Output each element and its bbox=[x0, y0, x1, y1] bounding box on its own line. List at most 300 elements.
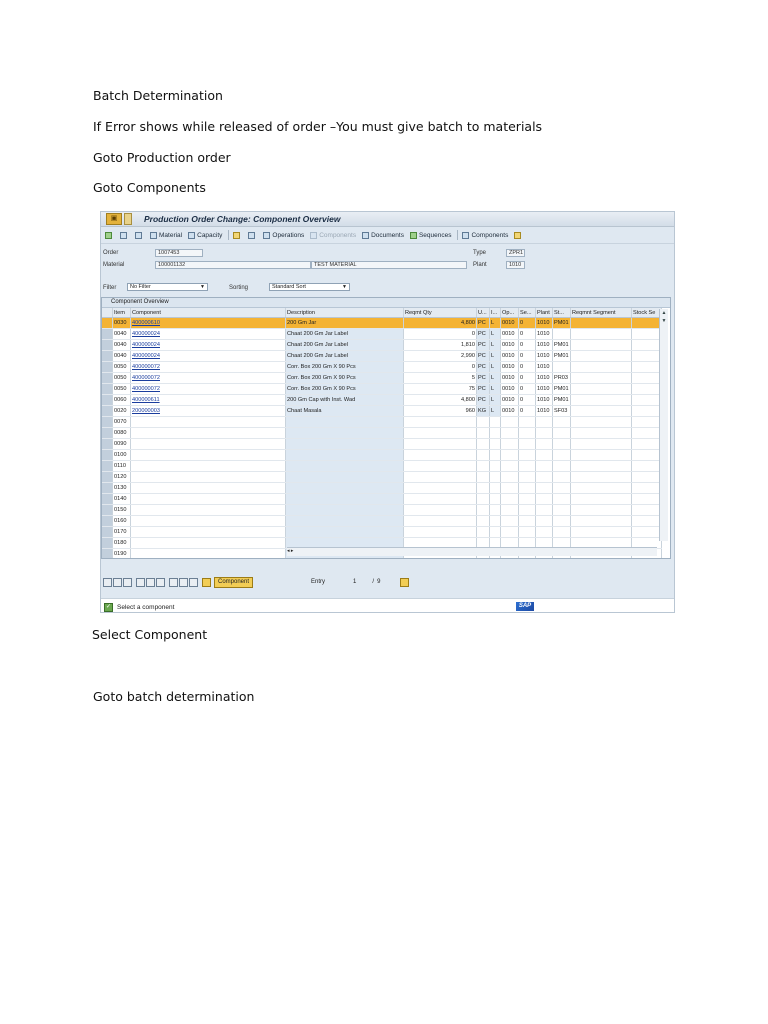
cell-item-category[interactable] bbox=[490, 505, 501, 516]
row-selector[interactable] bbox=[102, 461, 113, 472]
cell-storage-loc[interactable] bbox=[553, 516, 571, 527]
components-button-label: Components bbox=[471, 231, 509, 239]
sequences-button[interactable] bbox=[410, 232, 452, 239]
cell-operation: 0010 bbox=[501, 395, 519, 406]
cell-reqmt-qty[interactable] bbox=[404, 417, 477, 428]
cell-item-category[interactable] bbox=[490, 461, 501, 472]
cell-operation[interactable] bbox=[501, 505, 519, 516]
cell-storage-loc[interactable] bbox=[553, 505, 571, 516]
col-header-sequence[interactable]: Se... bbox=[519, 308, 536, 318]
table-row[interactable] bbox=[102, 406, 662, 417]
cell-item-category: L bbox=[490, 373, 501, 384]
select-all-cell[interactable] bbox=[102, 308, 113, 318]
cell-reqmnt-segment[interactable] bbox=[571, 527, 632, 538]
sap-logo: SAP bbox=[516, 602, 534, 611]
cell-reqmnt-segment[interactable] bbox=[571, 505, 632, 516]
cell-reqmnt-segment[interactable] bbox=[571, 428, 632, 439]
entry-value: 1 bbox=[353, 579, 357, 585]
component-overview-grid bbox=[101, 297, 671, 559]
type-label: Type bbox=[473, 250, 487, 256]
cell-component[interactable]: 400000611 bbox=[131, 395, 286, 406]
cell-sequence: 0 bbox=[519, 395, 536, 406]
table-row[interactable] bbox=[102, 450, 662, 461]
cell-item[interactable]: 0080 bbox=[113, 428, 131, 439]
cell-reqmt-qty: 2,990 bbox=[404, 351, 477, 362]
cell-plant[interactable] bbox=[536, 516, 553, 527]
row-selector[interactable] bbox=[102, 362, 113, 373]
col-header-reqmt-qty[interactable]: Reqmt Qty bbox=[404, 308, 477, 318]
order-field[interactable]: 1007453 bbox=[155, 249, 203, 257]
cell-storage-loc[interactable] bbox=[553, 461, 571, 472]
cell-plant[interactable] bbox=[536, 494, 553, 505]
cell-component[interactable] bbox=[131, 516, 286, 527]
cell-storage-loc[interactable] bbox=[553, 483, 571, 494]
row-selector[interactable] bbox=[102, 351, 113, 362]
cell-sequence[interactable] bbox=[519, 417, 536, 428]
cell-item[interactable]: 0150 bbox=[113, 505, 131, 516]
cell-description[interactable] bbox=[286, 428, 404, 439]
table-row[interactable] bbox=[102, 384, 662, 395]
row-selector[interactable] bbox=[102, 428, 113, 439]
cell-sequence[interactable] bbox=[519, 505, 536, 516]
cell-item-category: L bbox=[490, 395, 501, 406]
cell-operation[interactable] bbox=[501, 428, 519, 439]
cell-sequence[interactable] bbox=[519, 428, 536, 439]
cell-item-category[interactable] bbox=[490, 450, 501, 461]
col-header-stock-segment[interactable]: Stock Se bbox=[632, 308, 662, 318]
col-header-item-category[interactable]: I... bbox=[490, 308, 501, 318]
documents-button-label: Documents bbox=[371, 231, 404, 239]
cell-sequence[interactable] bbox=[519, 461, 536, 472]
cell-storage-loc[interactable] bbox=[553, 450, 571, 461]
material-button[interactable] bbox=[150, 232, 182, 239]
col-header-item[interactable]: Item bbox=[113, 308, 131, 318]
row-selector[interactable] bbox=[102, 384, 113, 395]
cell-storage-loc[interactable] bbox=[553, 428, 571, 439]
table-row[interactable] bbox=[102, 505, 662, 516]
cell-description[interactable] bbox=[286, 439, 404, 450]
cell-stock-segment[interactable] bbox=[632, 527, 662, 538]
cell-reqmt-qty[interactable] bbox=[404, 527, 477, 538]
cell-plant[interactable] bbox=[536, 461, 553, 472]
cell-stock-segment[interactable] bbox=[632, 439, 662, 450]
cell-component[interactable]: 400000072 bbox=[131, 384, 286, 395]
cell-sequence[interactable] bbox=[519, 494, 536, 505]
cell-sequence: 0 bbox=[519, 373, 536, 384]
table-row[interactable] bbox=[102, 417, 662, 428]
row-selector[interactable] bbox=[102, 472, 113, 483]
cell-sequence[interactable] bbox=[519, 516, 536, 527]
cell-storage-loc bbox=[553, 362, 571, 373]
cell-description: Chaat 200 Gm Jar Label bbox=[286, 351, 404, 362]
cell-plant[interactable] bbox=[536, 417, 553, 428]
table-row[interactable] bbox=[102, 351, 662, 362]
cell-component[interactable]: 400000024 bbox=[131, 329, 286, 340]
status-button[interactable] bbox=[514, 232, 523, 239]
cell-reqmt-qty[interactable] bbox=[404, 428, 477, 439]
col-header-plant[interactable]: Plant bbox=[536, 308, 553, 318]
table-row[interactable] bbox=[102, 527, 662, 538]
components-disabled-label: Components bbox=[319, 231, 357, 239]
cell-component[interactable] bbox=[131, 417, 286, 428]
hierarchy-icon bbox=[233, 232, 240, 239]
horizontal-scrollbar[interactable] bbox=[287, 547, 657, 556]
cell-stock-segment[interactable] bbox=[632, 417, 662, 428]
table-row[interactable] bbox=[102, 428, 662, 439]
filter-icon[interactable] bbox=[202, 578, 211, 587]
plant-field[interactable]: 1010 bbox=[506, 261, 525, 269]
window-title: Production Order Change: Component Overview bbox=[144, 214, 341, 224]
material-field[interactable]: 100001132 bbox=[155, 261, 311, 269]
cell-component[interactable] bbox=[131, 439, 286, 450]
col-header-storage-loc[interactable]: St... bbox=[553, 308, 571, 318]
cell-item[interactable]: 0070 bbox=[113, 417, 131, 428]
cell-stock-segment[interactable] bbox=[632, 472, 662, 483]
cell-operation[interactable] bbox=[501, 439, 519, 450]
material-button-label: Material bbox=[159, 231, 183, 239]
cell-reqmt-qty[interactable] bbox=[404, 450, 477, 461]
table-row[interactable] bbox=[102, 494, 662, 505]
cell-unit[interactable] bbox=[477, 505, 490, 516]
row-selector[interactable] bbox=[102, 516, 113, 527]
cell-reqmnt-segment[interactable] bbox=[571, 450, 632, 461]
documents-button[interactable] bbox=[362, 232, 404, 239]
cell-operation[interactable] bbox=[501, 450, 519, 461]
cell-description[interactable] bbox=[286, 527, 404, 538]
cell-reqmnt-segment[interactable] bbox=[571, 461, 632, 472]
cell-item[interactable]: 0160 bbox=[113, 516, 131, 527]
cell-unit[interactable] bbox=[477, 417, 490, 428]
operations-button[interactable] bbox=[263, 232, 304, 239]
cell-stock-segment[interactable] bbox=[632, 483, 662, 494]
table-row[interactable] bbox=[102, 395, 662, 406]
cell-item-category[interactable] bbox=[490, 439, 501, 450]
table-row[interactable] bbox=[102, 472, 662, 483]
cell-unit: PC bbox=[477, 384, 490, 395]
capacity-button[interactable] bbox=[188, 232, 222, 239]
cell-plant[interactable] bbox=[536, 439, 553, 450]
cell-reqmt-qty[interactable] bbox=[404, 461, 477, 472]
cell-item-category[interactable] bbox=[490, 494, 501, 505]
cell-component[interactable]: 200000003 bbox=[131, 406, 286, 417]
cell-sequence: 0 bbox=[519, 362, 536, 373]
col-header-unit[interactable]: U... bbox=[477, 308, 490, 318]
cell-component[interactable]: 400000024 bbox=[131, 351, 286, 362]
cell-reqmnt-segment[interactable] bbox=[571, 516, 632, 527]
tree-button[interactable] bbox=[233, 232, 242, 239]
cell-operation[interactable] bbox=[501, 494, 519, 505]
details-icon[interactable] bbox=[169, 578, 178, 587]
cell-unit: PC bbox=[477, 329, 490, 340]
cell-storage-loc: PR03 bbox=[553, 373, 571, 384]
component-button[interactable] bbox=[214, 577, 253, 588]
cell-stock-segment[interactable] bbox=[632, 461, 662, 472]
cell-storage-loc: PM01 bbox=[553, 384, 571, 395]
cell-reqmnt-segment[interactable] bbox=[571, 494, 632, 505]
table-row[interactable] bbox=[102, 362, 662, 373]
cell-component[interactable] bbox=[131, 461, 286, 472]
cell-description[interactable] bbox=[286, 472, 404, 483]
row-selector[interactable] bbox=[102, 329, 113, 340]
cell-component[interactable] bbox=[131, 505, 286, 516]
cell-component[interactable] bbox=[131, 428, 286, 439]
cell-unit[interactable] bbox=[477, 461, 490, 472]
cell-plant[interactable] bbox=[536, 450, 553, 461]
cell-reqmt-qty[interactable] bbox=[404, 494, 477, 505]
cell-description[interactable] bbox=[286, 450, 404, 461]
cell-stock-segment bbox=[632, 329, 662, 340]
cell-item-category[interactable] bbox=[490, 417, 501, 428]
cell-reqmnt-segment[interactable] bbox=[571, 417, 632, 428]
cell-unit[interactable] bbox=[477, 472, 490, 483]
cell-description[interactable] bbox=[286, 516, 404, 527]
cell-item[interactable]: 0190 bbox=[113, 549, 131, 560]
table-row[interactable] bbox=[102, 439, 662, 450]
cell-component[interactable] bbox=[131, 472, 286, 483]
cell-sequence[interactable] bbox=[519, 472, 536, 483]
cell-operation[interactable] bbox=[501, 417, 519, 428]
operations-icon bbox=[263, 232, 270, 239]
cell-item-category[interactable] bbox=[490, 428, 501, 439]
cell-reqmt-qty: 5 bbox=[404, 373, 477, 384]
cell-operation[interactable] bbox=[501, 461, 519, 472]
cell-item[interactable]: 0110 bbox=[113, 461, 131, 472]
doc-text-goto-production-order: Goto Production order bbox=[93, 150, 231, 165]
cell-component[interactable] bbox=[131, 549, 286, 560]
print-button[interactable] bbox=[248, 232, 257, 239]
scroll-left-right-icon[interactable]: ◂ ▸ bbox=[287, 548, 294, 554]
cell-item-category[interactable] bbox=[490, 483, 501, 494]
cell-sequence[interactable] bbox=[519, 450, 536, 461]
cell-reqmnt-segment[interactable] bbox=[571, 439, 632, 450]
row-selector[interactable] bbox=[102, 483, 113, 494]
cell-stock-segment[interactable] bbox=[632, 450, 662, 461]
cell-reqmt-qty[interactable] bbox=[404, 505, 477, 516]
scroll-down-icon[interactable]: ▼ bbox=[661, 318, 667, 324]
cell-description[interactable] bbox=[286, 494, 404, 505]
col-header-reqmnt-segment[interactable]: Reqmnt Segment bbox=[571, 308, 632, 318]
cell-stock-segment[interactable] bbox=[632, 428, 662, 439]
cell-sequence[interactable] bbox=[519, 527, 536, 538]
cell-operation: 0010 bbox=[501, 318, 519, 329]
row-selector[interactable] bbox=[102, 395, 113, 406]
cell-item: 0050 bbox=[113, 362, 131, 373]
cell-stock-segment[interactable] bbox=[632, 516, 662, 527]
refresh-button[interactable] bbox=[120, 232, 129, 239]
cell-operation: 0010 bbox=[501, 329, 519, 340]
sap-screenshot bbox=[100, 211, 675, 613]
cell-component[interactable]: 400000072 bbox=[131, 373, 286, 384]
new-entry-icon[interactable] bbox=[136, 578, 145, 587]
row-selector[interactable] bbox=[102, 494, 113, 505]
cell-unit[interactable] bbox=[477, 450, 490, 461]
components-button[interactable] bbox=[462, 232, 508, 239]
deselect-all-icon[interactable] bbox=[123, 578, 132, 587]
col-header-operation[interactable]: Op... bbox=[501, 308, 519, 318]
col-header-description[interactable]: Description bbox=[286, 308, 404, 318]
columns-icon[interactable] bbox=[189, 578, 198, 587]
cell-plant[interactable] bbox=[536, 505, 553, 516]
scroll-up-icon[interactable]: ▲ bbox=[661, 310, 667, 316]
chevron-down-icon: ▼ bbox=[200, 284, 205, 290]
cell-component[interactable]: 400000072 bbox=[131, 362, 286, 373]
cell-description[interactable] bbox=[286, 483, 404, 494]
table-row[interactable] bbox=[102, 461, 662, 472]
cell-component[interactable]: 400000024 bbox=[131, 340, 286, 351]
row-selector[interactable] bbox=[102, 450, 113, 461]
cell-item[interactable]: 0170 bbox=[113, 527, 131, 538]
cell-reqmt-qty[interactable] bbox=[404, 483, 477, 494]
cell-stock-segment bbox=[632, 406, 662, 417]
cell-item[interactable]: 0090 bbox=[113, 439, 131, 450]
cell-plant: 1010 bbox=[536, 373, 553, 384]
cell-component[interactable]: 400000610 bbox=[131, 318, 286, 329]
cell-plant[interactable] bbox=[536, 472, 553, 483]
toolbar-separator bbox=[228, 230, 229, 240]
cell-operation: 0010 bbox=[501, 406, 519, 417]
cell-operation[interactable] bbox=[501, 527, 519, 538]
system-menu-icon[interactable]: ▣ bbox=[106, 213, 122, 225]
cell-reqmt-qty: 4,800 bbox=[404, 395, 477, 406]
table-row[interactable] bbox=[102, 373, 662, 384]
cell-description: Corr. Box 200 Gm X 90 Pcs bbox=[286, 362, 404, 373]
cell-plant[interactable] bbox=[536, 428, 553, 439]
table-row[interactable] bbox=[102, 329, 662, 340]
cell-item[interactable]: 0100 bbox=[113, 450, 131, 461]
cell-sequence[interactable] bbox=[519, 439, 536, 450]
cell-item: 0040 bbox=[113, 351, 131, 362]
cell-item-category: L bbox=[490, 318, 501, 329]
sort-icon[interactable] bbox=[179, 578, 188, 587]
cell-sequence: 0 bbox=[519, 329, 536, 340]
row-selector[interactable] bbox=[102, 406, 113, 417]
type-field[interactable]: ZPR1 bbox=[506, 249, 525, 257]
capacity-icon bbox=[188, 232, 195, 239]
cell-operation: 0010 bbox=[501, 373, 519, 384]
cell-item-category[interactable] bbox=[490, 516, 501, 527]
row-selector[interactable] bbox=[102, 549, 113, 560]
cell-storage-loc[interactable] bbox=[553, 494, 571, 505]
cell-item: 0030 bbox=[113, 318, 131, 329]
cell-plant[interactable] bbox=[536, 527, 553, 538]
table-header-row bbox=[102, 308, 662, 318]
cell-unit[interactable] bbox=[477, 494, 490, 505]
cell-item-category: L bbox=[490, 340, 501, 351]
table-row[interactable] bbox=[102, 516, 662, 527]
cell-storage-loc[interactable] bbox=[553, 472, 571, 483]
cell-reqmnt-segment[interactable] bbox=[571, 483, 632, 494]
select-block-icon[interactable] bbox=[113, 578, 122, 587]
cell-item[interactable]: 0120 bbox=[113, 472, 131, 483]
cell-description[interactable] bbox=[286, 505, 404, 516]
row-selector[interactable] bbox=[102, 417, 113, 428]
copy-icon[interactable] bbox=[156, 578, 165, 587]
row-selector[interactable] bbox=[102, 538, 113, 549]
cell-sequence[interactable] bbox=[519, 483, 536, 494]
cell-component[interactable] bbox=[131, 494, 286, 505]
cell-reqmt-qty[interactable] bbox=[404, 472, 477, 483]
cell-item-category: L bbox=[490, 406, 501, 417]
cell-unit[interactable] bbox=[477, 439, 490, 450]
cell-operation[interactable] bbox=[501, 516, 519, 527]
cell-plant[interactable] bbox=[536, 483, 553, 494]
cell-item: 0040 bbox=[113, 340, 131, 351]
cell-component[interactable] bbox=[131, 450, 286, 461]
cell-item: 0050 bbox=[113, 373, 131, 384]
cell-storage-loc[interactable] bbox=[553, 527, 571, 538]
sorting-dropdown[interactable] bbox=[269, 283, 350, 291]
cell-operation: 0010 bbox=[501, 384, 519, 395]
cell-description[interactable] bbox=[286, 417, 404, 428]
component-table bbox=[102, 308, 662, 559]
system-dropdown-icon[interactable] bbox=[124, 213, 132, 225]
select-all-icon[interactable] bbox=[103, 578, 112, 587]
cell-storage-loc[interactable] bbox=[553, 417, 571, 428]
cell-item: 0040 bbox=[113, 329, 131, 340]
cell-plant: 1010 bbox=[536, 395, 553, 406]
cell-item[interactable]: 0140 bbox=[113, 494, 131, 505]
header-button[interactable] bbox=[105, 232, 114, 239]
cell-unit[interactable] bbox=[477, 516, 490, 527]
cell-reqmt-qty[interactable] bbox=[404, 516, 477, 527]
row-selector[interactable] bbox=[102, 439, 113, 450]
cell-unit[interactable] bbox=[477, 428, 490, 439]
cell-reqmt-qty[interactable] bbox=[404, 439, 477, 450]
table-row[interactable] bbox=[102, 340, 662, 351]
cell-unit: PC bbox=[477, 373, 490, 384]
cell-component[interactable] bbox=[131, 527, 286, 538]
cell-reqmnt-segment bbox=[571, 362, 632, 373]
table-row[interactable] bbox=[102, 483, 662, 494]
delete-icon[interactable] bbox=[146, 578, 155, 587]
table-row[interactable] bbox=[102, 318, 662, 329]
col-header-component[interactable]: Component bbox=[131, 308, 286, 318]
cell-stock-segment[interactable] bbox=[632, 494, 662, 505]
cell-item-category: L bbox=[490, 384, 501, 395]
filter-dropdown[interactable] bbox=[127, 283, 208, 291]
cell-unit[interactable] bbox=[477, 527, 490, 538]
row-selector[interactable] bbox=[102, 527, 113, 538]
vertical-scrollbar[interactable] bbox=[659, 309, 668, 541]
cell-reqmnt-segment bbox=[571, 318, 632, 329]
cell-stock-segment[interactable] bbox=[632, 505, 662, 516]
cell-component[interactable] bbox=[131, 538, 286, 549]
cell-item-category[interactable] bbox=[490, 527, 501, 538]
cell-storage-loc[interactable] bbox=[553, 439, 571, 450]
row-selector[interactable] bbox=[102, 340, 113, 351]
cell-item[interactable]: 0130 bbox=[113, 483, 131, 494]
cell-unit[interactable] bbox=[477, 483, 490, 494]
cell-operation: 0010 bbox=[501, 340, 519, 351]
cell-operation[interactable] bbox=[501, 472, 519, 483]
save-button[interactable] bbox=[135, 232, 144, 239]
component-table-body bbox=[102, 318, 662, 560]
cell-component[interactable] bbox=[131, 483, 286, 494]
documents-icon bbox=[362, 232, 369, 239]
cell-stock-segment bbox=[632, 395, 662, 406]
cell-operation[interactable] bbox=[501, 483, 519, 494]
cell-reqmnt-segment[interactable] bbox=[571, 472, 632, 483]
cell-item[interactable]: 0180 bbox=[113, 538, 131, 549]
cell-operation: 0010 bbox=[501, 362, 519, 373]
navigate-icon[interactable] bbox=[400, 578, 409, 587]
cell-item-category[interactable] bbox=[490, 472, 501, 483]
cell-reqmnt-segment bbox=[571, 340, 632, 351]
cell-description[interactable] bbox=[286, 461, 404, 472]
row-selector[interactable] bbox=[102, 373, 113, 384]
row-selector[interactable] bbox=[102, 318, 113, 329]
row-selector[interactable] bbox=[102, 505, 113, 516]
